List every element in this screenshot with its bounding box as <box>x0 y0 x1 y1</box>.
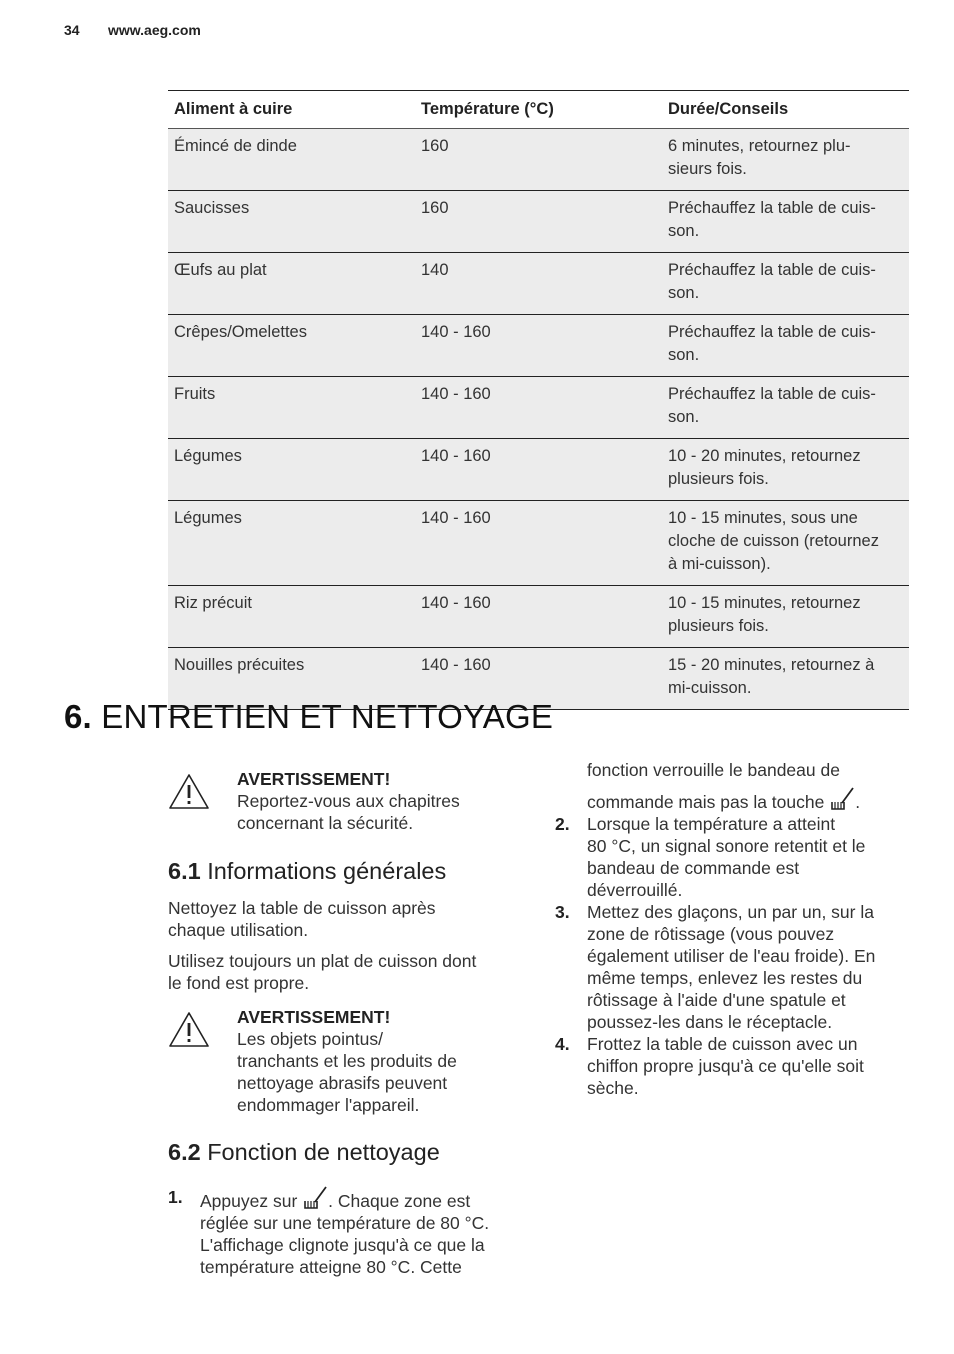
section-6-2 <box>168 1138 518 1166</box>
table-row <box>168 315 909 377</box>
paragraph-text: Utilisez toujours un plat de cuisson dont le fond est propre. <box>168 951 477 993</box>
cell-temperature: 140 - 160 <box>415 648 662 710</box>
paragraph <box>168 897 518 941</box>
step-item <box>555 901 915 1033</box>
cooking-table <box>168 90 909 710</box>
cell-food: Légumes <box>168 501 415 586</box>
warning-text: Reportez-vous aux chapitres concernant la sécurité. <box>237 791 460 833</box>
step-text: Lorsque la température a atteint 80 °C, un signal sonore retentit et le bandeau de commande est déverrouillé. <box>587 814 866 900</box>
cell-duration-tips: 10 - 20 minutes, retournez plusieurs fois. <box>662 439 909 501</box>
warning-title: AVERTISSEMENT! <box>237 769 391 789</box>
cell-food: Saucisses <box>168 191 415 253</box>
warning-title: AVERTISSEMENT! <box>237 1007 391 1027</box>
warning-safety <box>168 768 518 834</box>
step-text: fonction verrouille le bandeau de <box>587 760 840 780</box>
table-row <box>168 377 909 439</box>
warning-abrasive <box>168 1006 518 1116</box>
table-body <box>168 129 909 710</box>
chapter-number: 6. <box>64 698 92 735</box>
cleaning-steps-right <box>555 759 915 1099</box>
column-header-food: Aliment à cuire <box>168 91 415 129</box>
cell-temperature: 160 <box>415 191 662 253</box>
step-text: Appuyez sur <box>200 1191 298 1211</box>
cell-temperature: 140 - 160 <box>415 315 662 377</box>
cell-duration-tips: 10 - 15 minutes, sous une cloche de cuisson (retournez à mi-cuisson). <box>662 501 909 586</box>
table-row <box>168 253 909 315</box>
cell-food: Légumes <box>168 439 415 501</box>
table-row <box>168 586 909 648</box>
cell-duration-tips: 10 - 15 minutes, retournez plusieurs fois. <box>662 586 909 648</box>
page-header <box>64 22 201 38</box>
section-title-text: Informations générales <box>207 858 447 884</box>
cell-food: Riz précuit <box>168 586 415 648</box>
cell-duration-tips: Préchauffez la table de cuis- son. <box>662 253 909 315</box>
chapter-title <box>64 698 553 736</box>
section-number: 6.2 <box>168 1139 201 1165</box>
cell-duration-tips: 15 - 20 minutes, retournez à mi-cuisson. <box>662 648 909 710</box>
cell-duration-tips: Préchauffez la table de cuis- son. <box>662 191 909 253</box>
cell-food: Fruits <box>168 377 415 439</box>
cell-temperature: 140 <box>415 253 662 315</box>
page-number: 34 <box>64 22 80 38</box>
paragraph <box>168 950 518 994</box>
cell-food: Émincé de dinde <box>168 129 415 191</box>
cell-food: Œufs au plat <box>168 253 415 315</box>
table-header-row <box>168 91 909 129</box>
column-header-duration: Durée/Conseils <box>662 91 909 129</box>
step-1-continuation <box>555 759 915 813</box>
step-text: commande mais pas la touche <box>587 792 825 812</box>
scraper-icon <box>829 787 855 811</box>
column-header-temperature: Température (°C) <box>415 91 662 129</box>
cell-temperature: 140 - 160 <box>415 586 662 648</box>
step-text: Frottez la table de cuisson avec un chiffon propre jusqu'à ce qu'elle soit sèche. <box>587 1034 864 1098</box>
cell-temperature: 140 - 160 <box>415 439 662 501</box>
warning-triangle-icon <box>168 773 210 811</box>
step-item <box>168 1186 518 1278</box>
section-title <box>168 1138 518 1166</box>
section-number: 6.1 <box>168 858 201 884</box>
step-number: 2. <box>555 814 570 834</box>
step-text-continued: . Chaque zone est réglée sur une température de 80 °C. L'affichage clignote jusqu'à ce que la température atteigne 80 °C. Cette <box>200 1191 490 1277</box>
cell-food: Crêpes/Omelettes <box>168 315 415 377</box>
cell-temperature: 160 <box>415 129 662 191</box>
section-title-text: Fonction de nettoyage <box>207 1139 440 1165</box>
step-item <box>555 1033 915 1099</box>
chapter-title-text: ENTRETIEN ET NETTOYAGE <box>101 698 554 735</box>
cell-duration-tips: 6 minutes, retournez plu- sieurs fois. <box>662 129 909 191</box>
website-url: www.aeg.com <box>108 22 201 38</box>
step-number: 3. <box>555 902 570 922</box>
cell-temperature: 140 - 160 <box>415 501 662 586</box>
table-row <box>168 501 909 586</box>
cell-temperature: 140 - 160 <box>415 377 662 439</box>
table-row <box>168 129 909 191</box>
step-text: . <box>855 792 861 812</box>
section-title <box>168 857 518 885</box>
warning-text: Les objets pointus/ tranchants et les produits de nettoyage abrasifs peuvent endommager l'appareil. <box>237 1029 457 1115</box>
cleaning-steps-left <box>168 1186 518 1278</box>
paragraph-text: Nettoyez la table de cuisson après chaque utilisation. <box>168 898 436 940</box>
cell-duration-tips: Préchauffez la table de cuis- son. <box>662 377 909 439</box>
table-row <box>168 439 909 501</box>
step-number: 1. <box>168 1187 183 1207</box>
scraper-icon <box>302 1186 328 1210</box>
table-row <box>168 191 909 253</box>
cell-food: Nouilles précuites <box>168 648 415 710</box>
section-6-1 <box>168 857 518 885</box>
warning-triangle-icon <box>168 1011 210 1049</box>
step-item <box>555 813 915 901</box>
cell-duration-tips: Préchauffez la table de cuis- son. <box>662 315 909 377</box>
step-number: 4. <box>555 1034 570 1054</box>
step-text: Mettez des glaçons, un par un, sur la zone de rôtissage (vous pouvez également utiliser de l'eau froide). En même temps, enlevez les restes du rôtissage à l'aide d'une spatule et poussez-les dans le réceptacle. <box>587 902 876 1032</box>
